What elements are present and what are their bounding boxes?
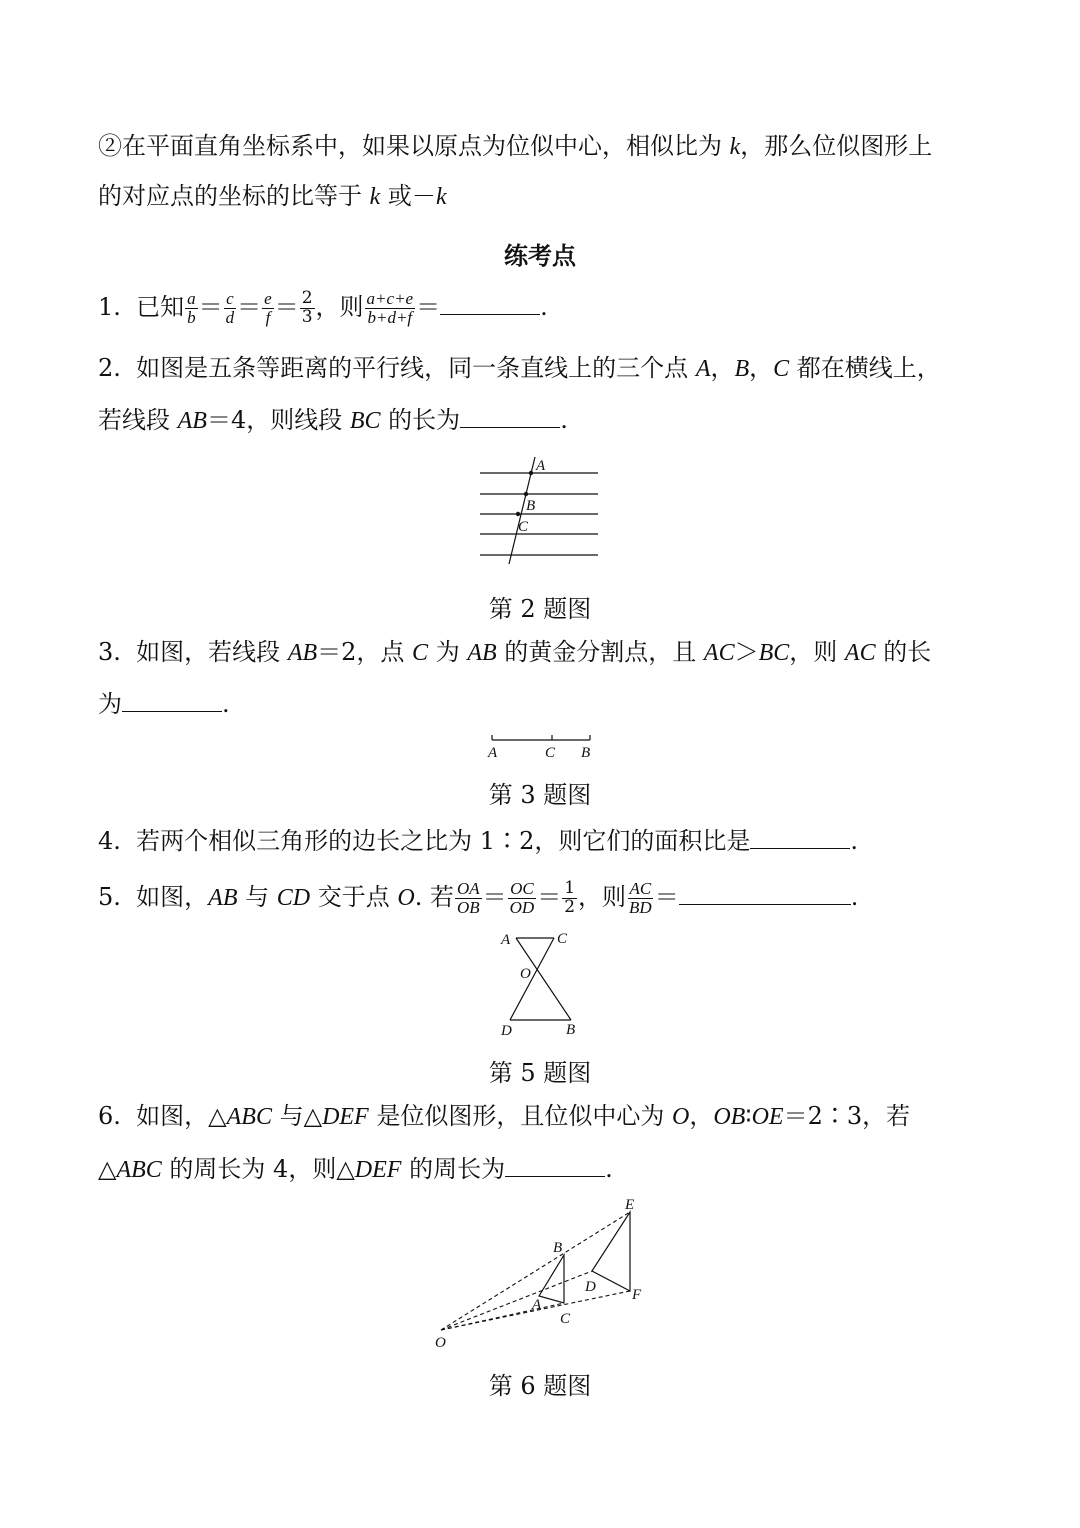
fraction: $\frac{e}{f}$ xyxy=(264,289,272,327)
fraction: $\frac{a+c+e}{b+d+f}$ xyxy=(366,289,414,327)
label-b: B xyxy=(566,1022,576,1038)
fraction: $\frac{a}{b}$ xyxy=(187,289,196,327)
label-f: F xyxy=(632,1287,642,1303)
question-2-line-2: 若线段 AB＝4，则线段 BC 的长为 . xyxy=(98,406,568,434)
question-text: 已知 xyxy=(136,292,185,321)
question-5: 5. 如图，AB 与 CD 交于点 O. 若 $\frac{OA}{OB}$ ＝ $\frac{OC}{OD}$ ＝ $\frac{1}{2}$ ，则 $\frac{AC}{BD}$ ＝ . xyxy=(98,878,859,917)
triangle-def xyxy=(592,1212,630,1291)
figure-2-parallel-lines xyxy=(470,452,610,572)
question-3-line-1: 3. 如图，若线段 AB＝2，点 C 为 AB 的黄金分割点，且 AC＞BC，则 AC 的长 xyxy=(98,638,932,666)
label-a: A xyxy=(532,1297,542,1313)
label-b: B xyxy=(526,498,536,514)
intro-text: 的对应点的坐标的比等于 xyxy=(98,182,370,210)
question-1: 1. 已知 $\frac{a}{b}$ ＝ $\frac{c}{d}$ ＝ $\frac{e}{f}$ ＝ $\frac{2}{3}$ ，则 $\frac{a+c+e}{b+d+f}$ ＝ . xyxy=(98,288,548,327)
question-6-line-1: 6. 如图，△ABC 与△DEF 是位似图形，且位似中心为 O，OB∶OE＝2∶3，若 xyxy=(98,1102,911,1130)
label-d: D xyxy=(501,1023,512,1039)
figure-5-crossed-triangles xyxy=(490,924,590,1042)
question-number: 3. xyxy=(98,638,121,666)
label-b: B xyxy=(553,1240,563,1256)
figure-6-caption: 第 6 题图 xyxy=(488,1372,592,1400)
answer-blank xyxy=(440,292,540,315)
intro-text: ②在平面直角坐标系中，如果以原点为位似中心，相似比为 xyxy=(98,132,730,160)
question-number: 6. xyxy=(98,1102,121,1130)
label-c: C xyxy=(518,519,529,535)
question-6-line-2: △ABC 的周长为 4，则△DEF 的周长为 . xyxy=(98,1155,613,1183)
intro-line-1 xyxy=(98,134,932,159)
label-e: E xyxy=(625,1197,635,1213)
fraction: $\frac{c}{d}$ xyxy=(225,289,235,327)
label-d: D xyxy=(585,1279,596,1295)
label-o: O xyxy=(435,1335,446,1351)
label-o: O xyxy=(520,966,531,982)
intro-text: 或－ xyxy=(380,182,436,210)
answer-blank xyxy=(505,1154,605,1177)
fraction: $\frac{AC}{BD}$ xyxy=(629,879,652,917)
fraction: $\frac{2}{3}$ xyxy=(301,288,313,327)
figure-3-caption: 第 3 题图 xyxy=(488,781,592,809)
label-c: C xyxy=(560,1311,571,1327)
label-a: A xyxy=(536,458,546,474)
question-number: 2. xyxy=(98,354,121,382)
section-title: 练考点 xyxy=(504,241,576,270)
answer-blank xyxy=(122,689,222,712)
question-4: 4. 若两个相似三角形的边长之比为 1∶2，则它们的面积比是 . xyxy=(98,827,858,855)
fraction: $\frac{OA}{OB}$ xyxy=(456,879,480,917)
intro-line-2 xyxy=(98,184,447,209)
fraction: $\frac{1}{2}$ xyxy=(564,878,576,917)
label-c: C xyxy=(545,745,556,761)
question-number: 4. xyxy=(98,827,121,855)
point-c xyxy=(516,512,520,516)
question-number: 5. xyxy=(98,882,121,911)
figure-5-caption: 第 5 题图 xyxy=(488,1059,592,1087)
triangle-abc xyxy=(539,1255,564,1303)
figure-6-homothety xyxy=(425,1192,655,1354)
question-number: 1. xyxy=(98,292,121,321)
ray-oc xyxy=(441,1303,564,1330)
label-c: C xyxy=(557,931,568,947)
question-3-line-2: 为 . xyxy=(98,690,230,718)
label-a: A xyxy=(488,745,498,761)
var-k: k xyxy=(729,134,741,160)
answer-blank xyxy=(679,882,851,905)
figure-2-caption: 第 2 题图 xyxy=(488,595,592,623)
var-k: k xyxy=(369,184,381,210)
label-b: B xyxy=(581,745,591,761)
point-b xyxy=(524,492,528,496)
figure-3-segment xyxy=(482,730,602,764)
answer-blank xyxy=(460,405,560,428)
fraction: $\frac{OC}{OD}$ xyxy=(509,879,535,917)
intro-text: ，那么位似图形上 xyxy=(740,132,933,160)
point-a xyxy=(529,471,533,475)
segment-cd xyxy=(510,938,554,1020)
answer-blank xyxy=(750,826,850,849)
var-k: k xyxy=(435,184,447,210)
question-2-line-1: 2. 如图是五条等距离的平行线，同一条直线上的三个点 A，B，C 都在横线上， xyxy=(98,354,941,382)
label-a: A xyxy=(501,932,511,948)
